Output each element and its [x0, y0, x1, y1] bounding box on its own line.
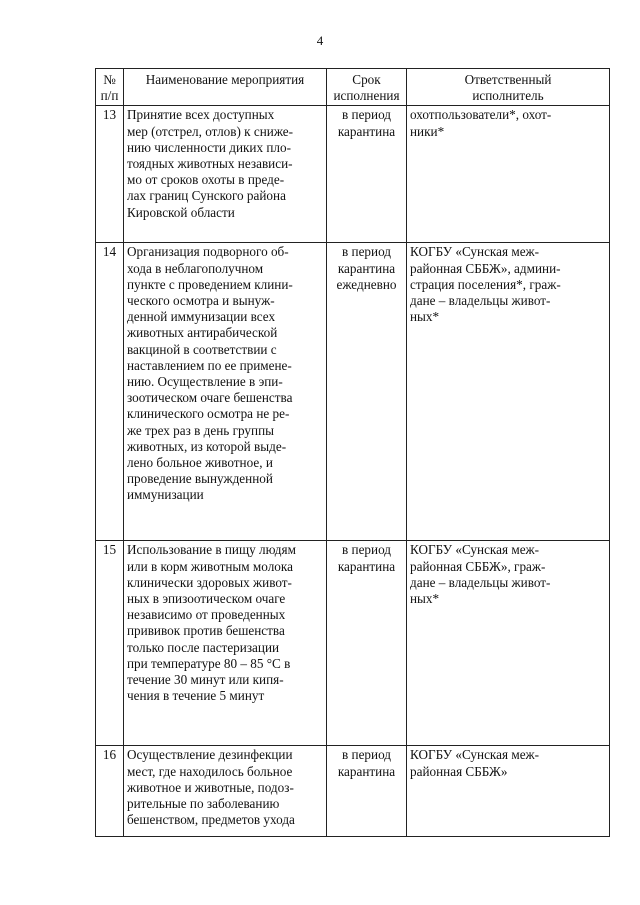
table-row	[96, 106, 610, 243]
table-row	[96, 746, 610, 837]
header-term: Срок исполнения	[327, 69, 407, 106]
row-responsible: КОГБУ «Сунская меж- районная СББЖ»	[407, 746, 610, 837]
row-num: 16	[96, 746, 124, 837]
table-header-row	[96, 69, 610, 106]
row-term: в период карантина	[327, 541, 407, 746]
row-measure: Осуществление дезинфекции мест, где находилось больное животное и животные, подоз- рительные по заболеванию бешенством, предметов ухода	[124, 746, 327, 837]
row-term: в период карантина ежедневно	[327, 243, 407, 541]
header-name: Наименование мероприятия	[124, 69, 327, 106]
measures-table	[95, 68, 610, 837]
table-row	[96, 243, 610, 541]
row-measure: Использование в пищу людям или в корм животным молока клинически здоровых живот- ных в эпизоотическом очаге независимо от проведенных прививок против бешенства только после пастеризации при температуре 80 – 85 °С в течение 30 минут или кипя- чения в течение 5 минут	[124, 541, 327, 746]
header-responsible: Ответственный исполнитель	[407, 69, 610, 106]
table-row	[96, 541, 610, 746]
row-num: 13	[96, 106, 124, 243]
row-measure: Принятие всех доступных мер (отстрел, отлов) к сниже- нию численности диких пло- тоядных животных независи- мо от сроков охоты в преде- лах границ Сунского района Кировской области	[124, 106, 327, 243]
header-num: № п/п	[96, 69, 124, 106]
row-responsible: охотпользователи*, охот- ники*	[407, 106, 610, 243]
row-term: в период карантина	[327, 746, 407, 837]
page-number: 4	[316, 33, 324, 48]
row-responsible: КОГБУ «Сунская меж- районная СББЖ», граж- дане – владельцы живот- ных*	[407, 541, 610, 746]
row-term: в период карантина	[327, 106, 407, 243]
row-responsible: КОГБУ «Сунская меж- районная СББЖ», админи- страция поселения*, граж- дане – владельцы живот- ных*	[407, 243, 610, 541]
row-num: 15	[96, 541, 124, 746]
row-num: 14	[96, 243, 124, 541]
row-measure: Организация подворного об- хода в неблагополучном пункте с проведением клини- ческого осмотра и вынуж- денной иммунизации всех животных антирабической вакциной в соответствии с наставлением по ее примене- нию. Осуществление в эпи- зоотическом очаге бешенства клинического осмотра не ре- же трех раз в день группы животных, из которой выде- лено больное животное, и проведение вынужденной иммунизации	[124, 243, 327, 541]
